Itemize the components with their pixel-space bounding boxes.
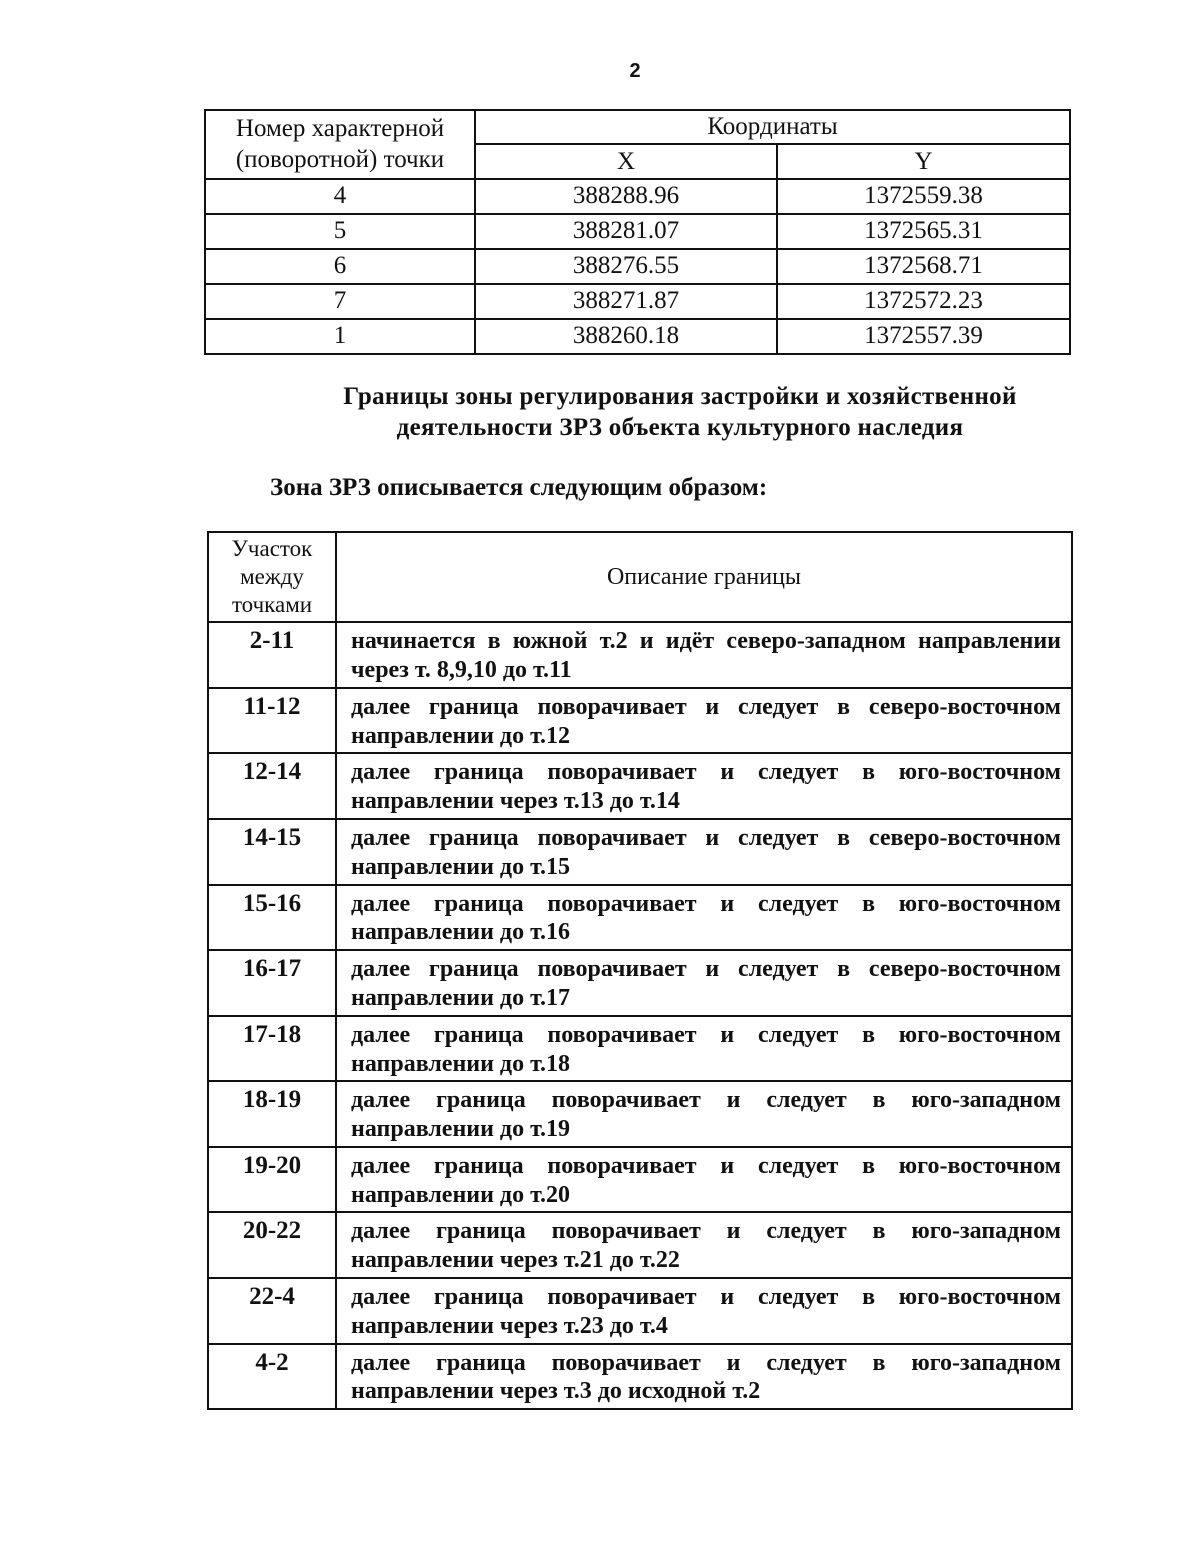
description-line-2: направлении до т.15	[351, 853, 571, 880]
description-cell	[336, 1212, 1072, 1278]
description-line-2: направлении через т.21 до т.22	[351, 1247, 680, 1274]
y-cell: 1372572.23	[777, 284, 1070, 319]
table-row	[205, 179, 1070, 214]
table-row	[208, 688, 1072, 754]
point-cell: 7	[205, 284, 475, 319]
description-cell	[336, 753, 1072, 819]
description-cell	[336, 688, 1072, 754]
table-row	[208, 753, 1072, 819]
description-line-2: направлении через т.13 до т.14	[351, 788, 680, 815]
description-line-1: далее граница поворачивает и следует в северо-восточном	[351, 824, 1061, 851]
table-row	[205, 214, 1070, 249]
description-line-1: далее граница поворачивает и следует в юго-восточном	[351, 1284, 1061, 1311]
y-cell: 1372559.38	[777, 179, 1070, 214]
x-cell: 388271.87	[475, 284, 777, 319]
description-line-2: направлении до т.19	[351, 1116, 571, 1143]
description-cell	[336, 1147, 1072, 1213]
table-row	[208, 1081, 1072, 1147]
header-point-number: Номер характерной (поворотной) точки	[205, 110, 475, 179]
description-line-1: далее граница поворачивает и следует в северо-восточном	[351, 956, 1061, 983]
description-line-2: направлении до т.16	[351, 919, 571, 946]
description-line-2: направлении через т.23 до т.4	[351, 1312, 668, 1339]
coordinates-header-row	[205, 110, 1070, 144]
page-number: 2	[629, 60, 641, 82]
description-line-2: направлении до т.17	[351, 984, 571, 1011]
table-row	[208, 950, 1072, 1016]
header-segment: Участок между точками	[208, 532, 336, 622]
segment-cell: 17-18	[208, 1016, 336, 1082]
table-row	[205, 249, 1070, 284]
description-line-1: начинается в южной т.2 и идёт северо-западном направлении	[351, 628, 1061, 655]
boundary-table	[207, 531, 1073, 1410]
table-row	[208, 1278, 1072, 1344]
description-line-2: направлении до т.20	[351, 1181, 571, 1208]
segment-cell: 19-20	[208, 1147, 336, 1213]
segment-cell: 14-15	[208, 819, 336, 885]
segment-cell: 12-14	[208, 753, 336, 819]
section-title-line-2: деятельности ЗРЗ объекта культурного наследия	[396, 414, 964, 442]
section-title	[280, 381, 1080, 444]
segment-cell: 16-17	[208, 950, 336, 1016]
coordinates-table	[204, 109, 1071, 355]
table-row	[208, 1344, 1072, 1410]
lead-text: Зона ЗРЗ описывается следующим образом:	[270, 474, 768, 501]
segment-cell: 18-19	[208, 1081, 336, 1147]
description-cell	[336, 1016, 1072, 1082]
table-row	[208, 1016, 1072, 1082]
table-row	[208, 819, 1072, 885]
header-y: Y	[777, 144, 1070, 178]
x-cell: 388276.55	[475, 249, 777, 284]
segment-cell: 11-12	[208, 688, 336, 754]
header-coordinates: Координаты	[475, 110, 1070, 144]
segment-cell: 22-4	[208, 1278, 336, 1344]
y-cell: 1372565.31	[777, 214, 1070, 249]
header-description: Описание границы	[336, 532, 1072, 622]
segment-cell: 4-2	[208, 1344, 336, 1410]
description-cell	[336, 1081, 1072, 1147]
description-line-1: далее граница поворачивает и следует в юго-западном	[351, 1349, 1061, 1376]
segment-cell: 20-22	[208, 1212, 336, 1278]
description-line-1: далее граница поворачивает и следует в юго-восточном	[351, 1152, 1061, 1179]
segment-cell: 15-16	[208, 885, 336, 951]
x-cell: 388288.96	[475, 179, 777, 214]
description-cell	[336, 622, 1072, 688]
point-cell: 5	[205, 214, 475, 249]
x-cell: 388260.18	[475, 319, 777, 354]
description-line-2: направлении до т.12	[351, 722, 571, 749]
description-line-1: далее граница поворачивает и следует в юго-восточном	[351, 890, 1061, 917]
point-cell: 4	[205, 179, 475, 214]
y-cell: 1372557.39	[777, 319, 1070, 354]
description-cell	[336, 1278, 1072, 1344]
description-line-1: далее граница поворачивает и следует в юго-западном	[351, 1087, 1061, 1114]
boundary-header-row	[208, 532, 1072, 622]
segment-cell: 2-11	[208, 622, 336, 688]
description-cell	[336, 885, 1072, 951]
table-row	[208, 885, 1072, 951]
table-row	[208, 1147, 1072, 1213]
section-title-line-1: Границы зоны регулирования застройки и хозяйственной	[343, 383, 1017, 410]
table-row	[208, 1212, 1072, 1278]
table-row	[205, 319, 1070, 354]
header-x: X	[475, 144, 777, 178]
description-line-2: направлении до т.18	[351, 1050, 571, 1077]
table-row	[205, 284, 1070, 319]
y-cell: 1372568.71	[777, 249, 1070, 284]
table-row	[208, 622, 1072, 688]
description-line-1: далее граница поворачивает и следует в юго-восточном	[351, 759, 1061, 786]
description-line-2: через т. 8,9,10 до т.11	[351, 656, 572, 683]
point-cell: 6	[205, 249, 475, 284]
description-cell	[336, 1344, 1072, 1410]
description-cell	[336, 819, 1072, 885]
x-cell: 388281.07	[475, 214, 777, 249]
point-cell: 1	[205, 319, 475, 354]
description-line-2: направлении через т.3 до исходной т.2	[351, 1378, 761, 1405]
description-line-1: далее граница поворачивает и следует в юго-восточном	[351, 1021, 1061, 1048]
description-line-1: далее граница поворачивает и следует в северо-восточном	[351, 693, 1061, 720]
description-line-1: далее граница поворачивает и следует в юго-западном	[351, 1218, 1061, 1245]
description-cell	[336, 950, 1072, 1016]
